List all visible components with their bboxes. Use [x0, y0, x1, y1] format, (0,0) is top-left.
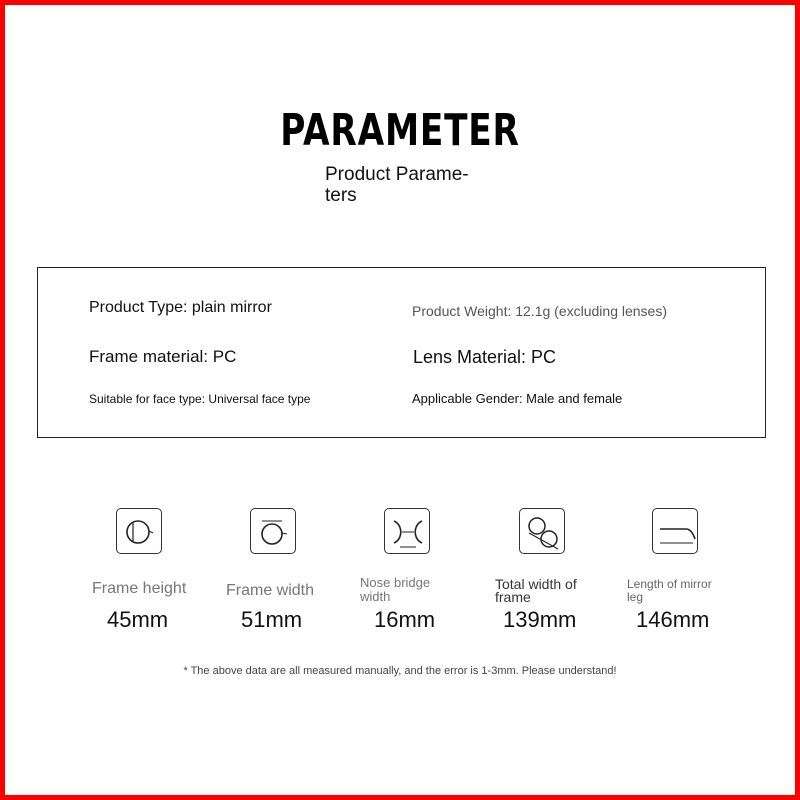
parameter-table [37, 267, 766, 438]
lens-material: Lens Material: PC [413, 347, 557, 367]
spec-label: Nose bridge width [360, 575, 431, 604]
spec-label: Frame width [226, 582, 315, 599]
spec-value: 51mm [241, 607, 303, 632]
product-type: Product Type: plain mirror [89, 299, 272, 316]
frame-material: Frame material: PC [89, 347, 237, 366]
spec-value: 146mm [636, 607, 710, 632]
spec-label: Length of mirror leg [627, 577, 712, 604]
spec-label: Total width of frame [495, 576, 577, 605]
page-title: PARAMETER [280, 105, 520, 156]
face-type: Suitable for face type: Universal face type [89, 392, 311, 406]
spec-value: 45mm [107, 607, 169, 632]
nose-bridge-icon [384, 508, 430, 554]
frame-width-icon [250, 508, 296, 554]
frame-height-icon [116, 508, 162, 554]
spec-value: 139mm [503, 607, 577, 632]
page-subtitle: Product Parame- ters [325, 164, 469, 206]
spec-value: 16mm [374, 607, 436, 632]
product-weight: Product Weight: 12.1g (excluding lenses) [412, 303, 667, 319]
temple-length-icon [652, 508, 698, 554]
total-width-icon [519, 508, 565, 554]
product-parameter-page [5, 5, 795, 795]
spec-label: Frame height [92, 580, 187, 597]
applicable-gender: Applicable Gender: Male and female [412, 391, 623, 406]
footnote: * The above data are all measured manually, and the error is 1-3mm. Please understand! [183, 665, 617, 677]
